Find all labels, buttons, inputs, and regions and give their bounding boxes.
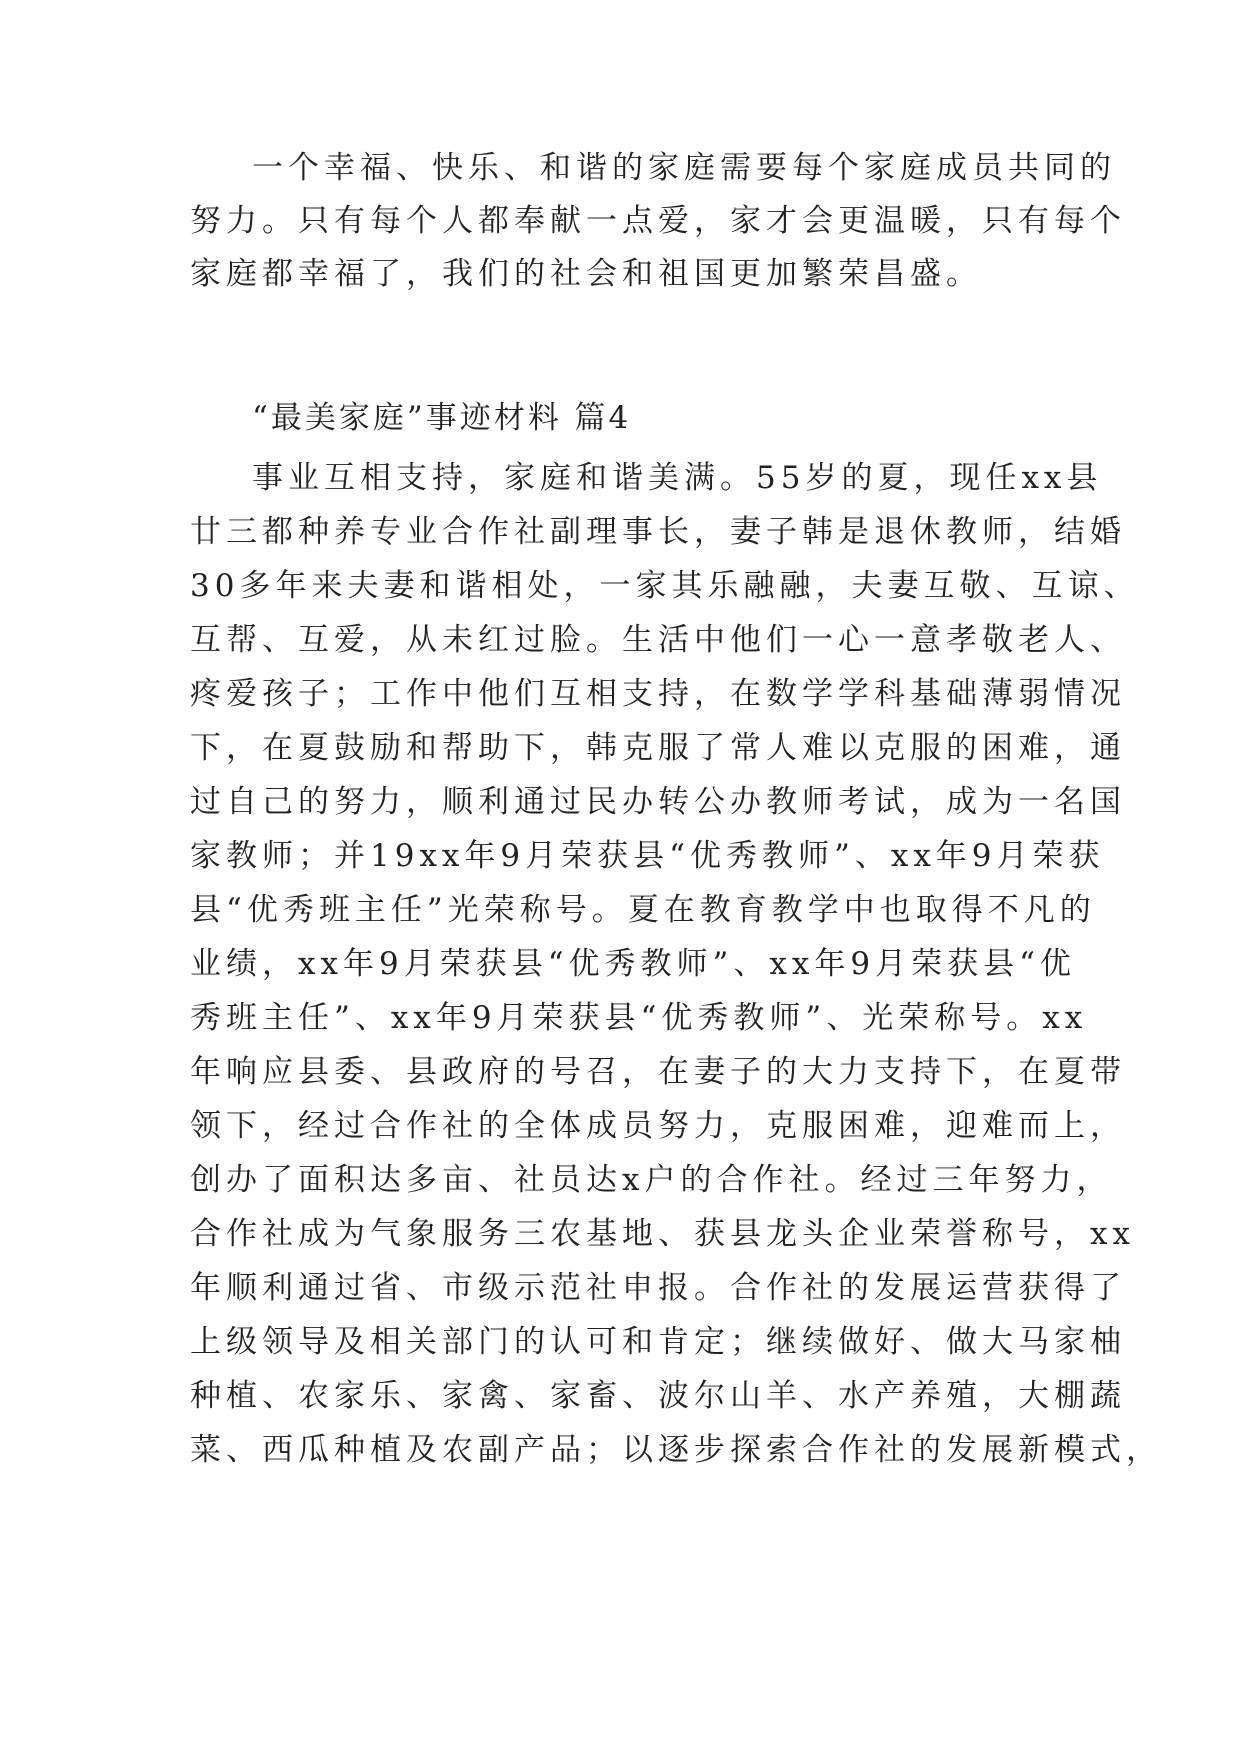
paragraph-2-line-8: 家教师；并19xx年9月荣获县“优秀教师”、xx年9月荣获 [190,838,1105,874]
paragraph-2-line-11: 秀班主任”、xx年9月荣获县“优秀教师”、光荣称号。xx [190,1000,1088,1036]
paragraph-1-line-3: 家庭都幸福了，我们的社会和祖国更加繁荣昌盛。 [190,256,982,292]
paragraph-1-line-2: 努力。只有每个人都奉献一点爱，家才会更温暖，只有每个 [190,203,1126,239]
paragraph-2-line-17: 上级领导及相关部门的认可和肯定；继续做好、做大马家柚 [190,1324,1126,1360]
paragraph-2-line-19: 菜、西瓜种植及农副产品；以逐步探索合作社的发展新模式， [190,1432,1162,1468]
paragraph-2-line-2: 廿三都种养专业合作社副理事长，妻子韩是退休教师，结婚 [190,514,1126,550]
paragraph-2-line-13: 领下，经过合作社的全体成员努力，克服困难，迎难而上， [190,1108,1126,1144]
paragraph-2-line-18: 种植、农家乐、家禽、家畜、波尔山羊、水产养殖，大棚蔬 [190,1378,1126,1414]
paragraph-2-line-16: 年顺利通过省、市级示范社申报。合作社的发展运营获得了 [190,1270,1126,1306]
paragraph-2-line-12: 年响应县委、县政府的号召，在妻子的大力支持下，在夏带 [190,1054,1126,1090]
paragraph-2-line-6: 下，在夏鼓励和帮助下，韩克服了常人难以克服的困难，通 [190,730,1126,766]
paragraph-2-line-3: 30多年来夫妻和谐相处，一家其乐融融，夫妻互敬、互谅、 [190,568,1140,604]
section-heading: “最美家庭”事迹材料 篇4 [252,400,632,436]
paragraph-2-line-4: 互帮、互爱，从未红过脸。生活中他们一心一意孝敬老人、 [190,622,1126,658]
paragraph-2-line-7: 过自己的努力，顺利通过民办转公办教师考试，成为一名国 [190,784,1126,820]
paragraph-2-line-15: 合作社成为气象服务三农基地、获县龙头企业荣誉称号，xx [190,1216,1135,1252]
paragraph-2-line-1: 事业互相支持，家庭和谐美满。55岁的夏，现任xx县 [252,460,1103,496]
paragraph-2-line-10: 业绩，xx年9月荣获县“优秀教师”、xx年9月荣获县“优 [190,946,1076,982]
paragraph-2-line-5: 疼爱孩子；工作中他们互相支持，在数学学科基础薄弱情况 [190,676,1126,712]
paragraph-2-line-14: 创办了面积达多亩、社员达x户的合作社。经过三年努力， [190,1162,1113,1198]
paragraph-2-line-9: 县“优秀班主任”光荣称号。夏在教育教学中也取得不凡的 [190,892,1096,928]
paragraph-1-line-1: 一个幸福、快乐、和谐的家庭需要每个家庭成员共同的 [252,150,1116,186]
